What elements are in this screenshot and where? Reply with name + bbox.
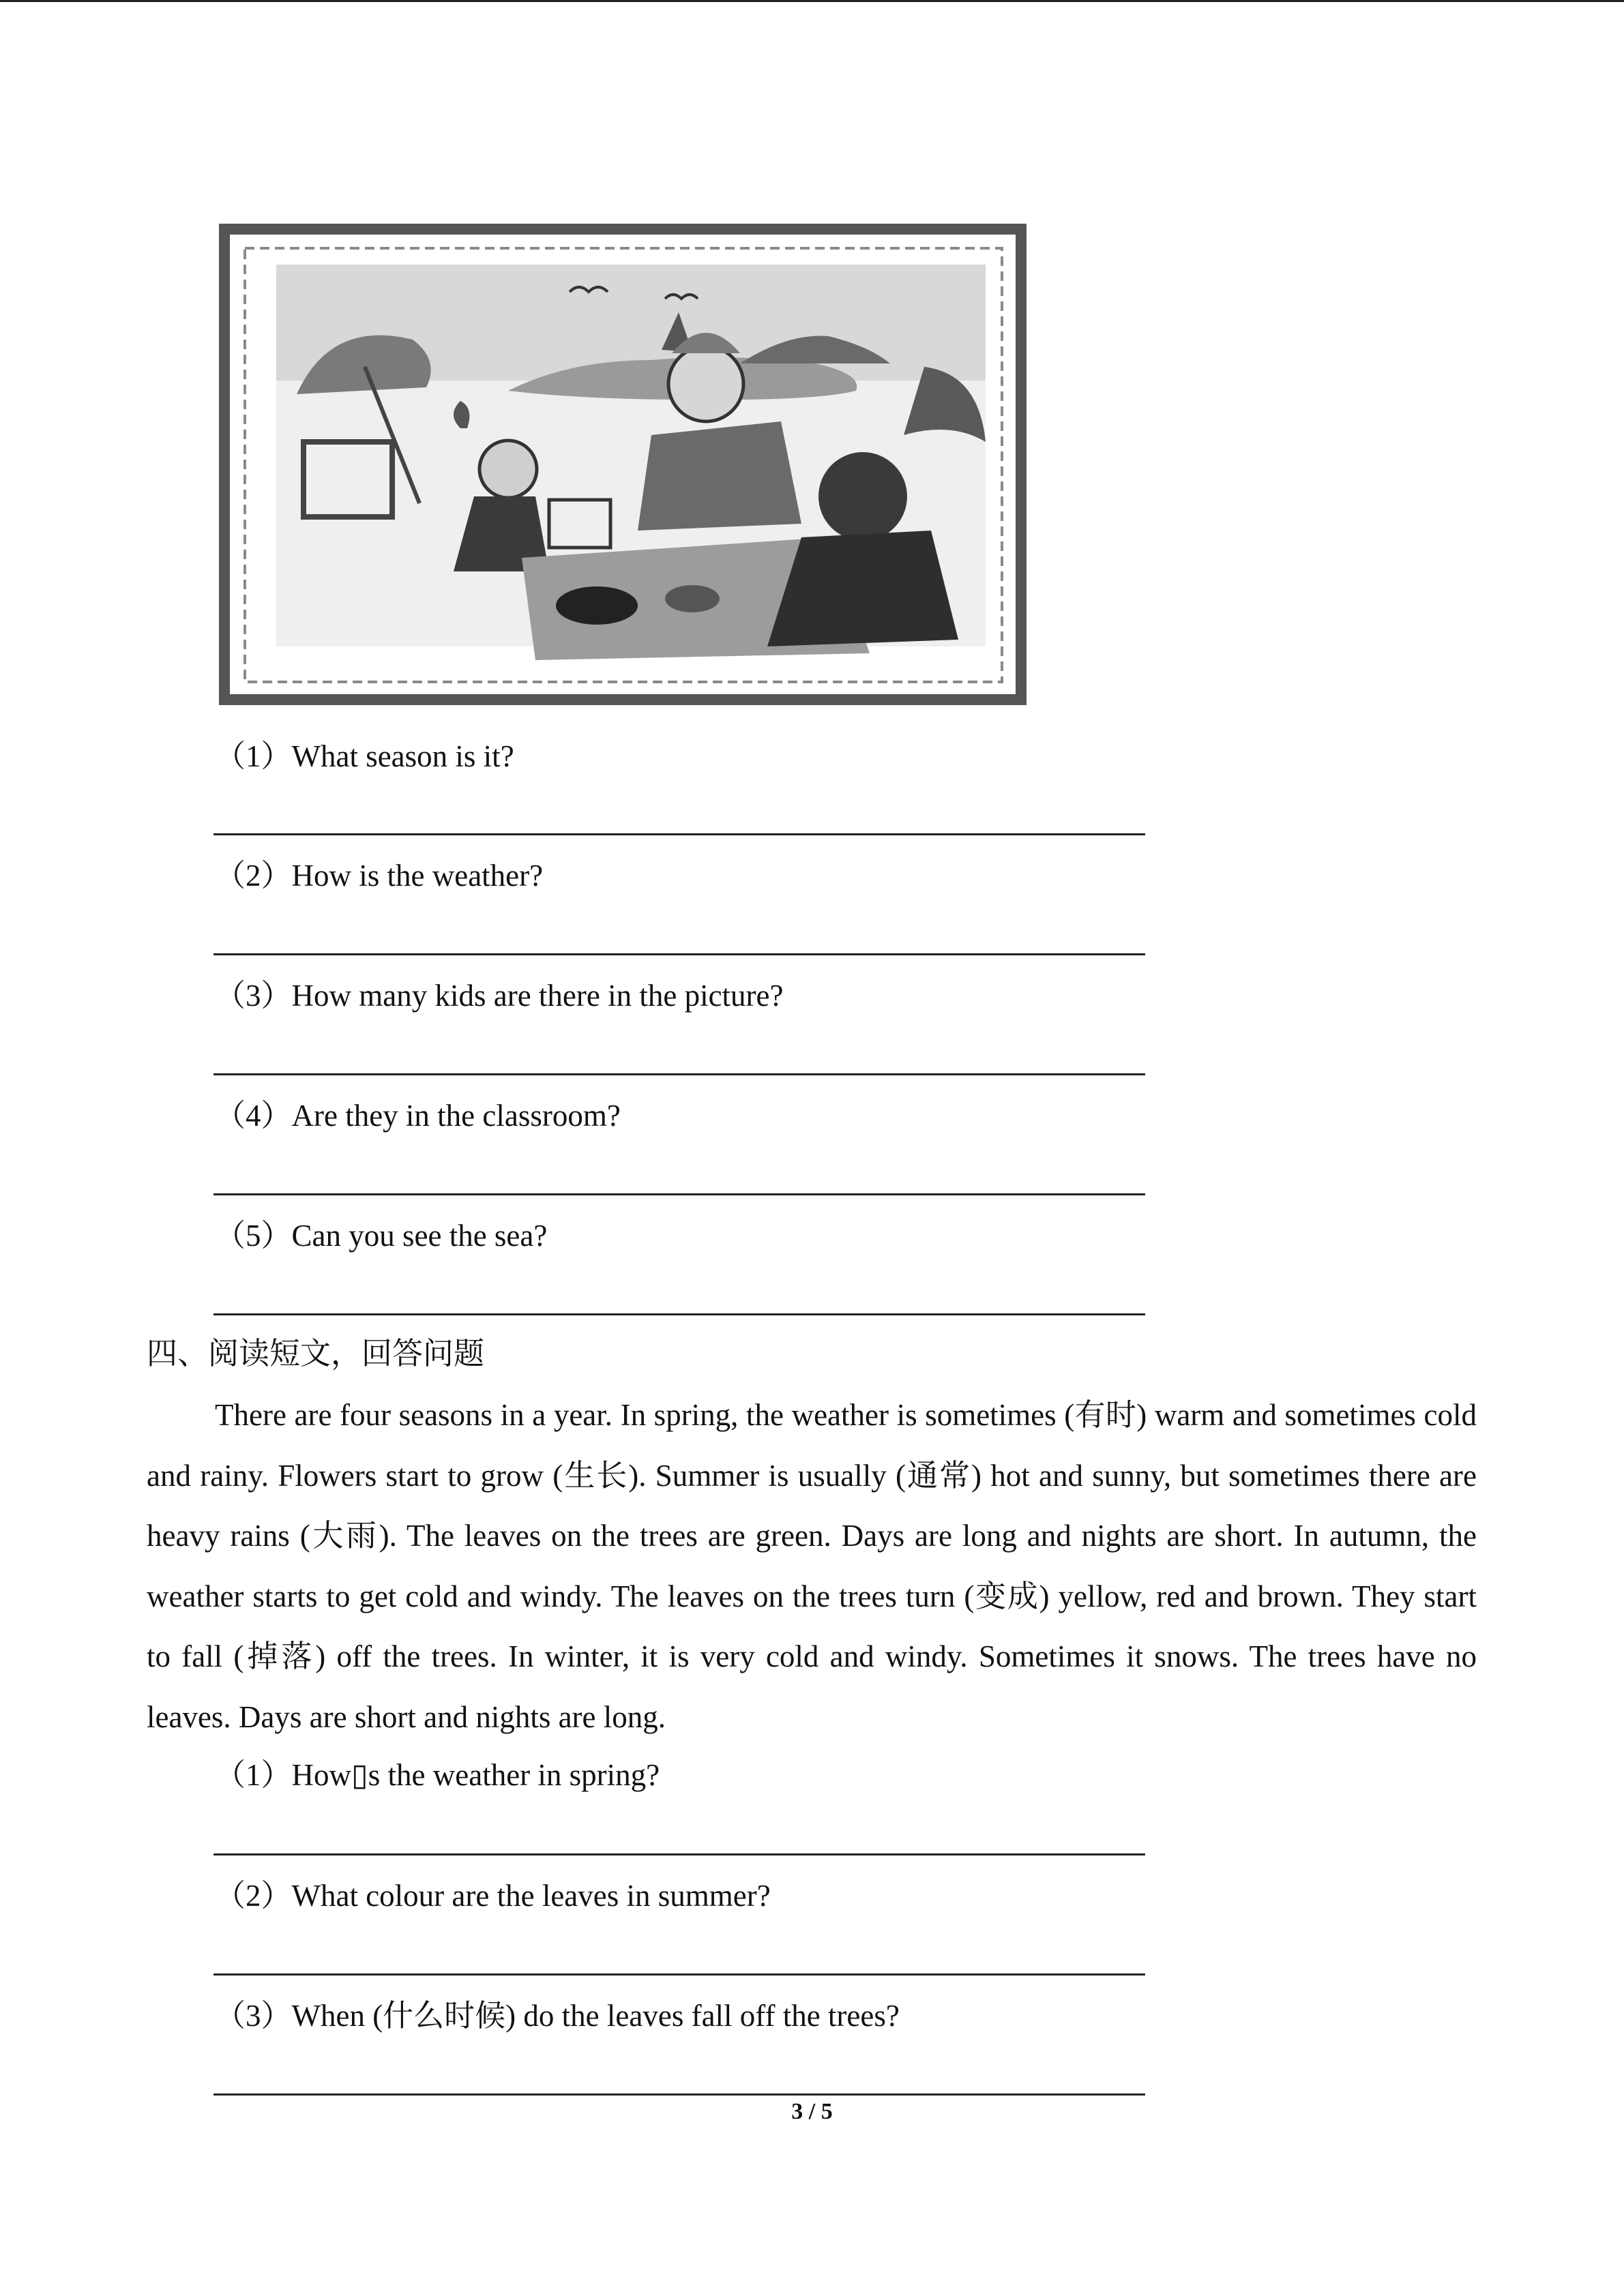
section-heading: 四、阅读短文，回答问题 [147,1337,485,1371]
answer-line-4[interactable] [213,1193,1145,1195]
answer-line-2[interactable] [213,953,1145,955]
top-border [0,0,1624,2]
picture-question-4: （4）Are they in the classroom? [215,1099,621,1133]
reading-question-3: （3）When (什么时候) do the leaves fall off the trees? [215,1999,900,2033]
page-number: 3 / 5 [791,2099,833,2124]
answer-line-6[interactable] [213,1853,1145,1855]
picture-question-1: （1）What season is it? [215,739,514,773]
answer-line-7[interactable] [213,1973,1145,1976]
beach-picnic-illustration [215,217,1033,715]
picture-question-3: （3）How many kids are there in the picture? [215,979,784,1013]
picture-question-2: （2）How is the weather? [215,859,544,893]
reading-question-1: （1）How▯s the weather in spring? [215,1758,660,1792]
answer-line-5[interactable] [213,1313,1145,1315]
answer-line-8[interactable] [213,2093,1145,2096]
reading-passage: There are four seasons in a year. In spring, the weather is sometimes (有时) warm and sometimes cold and rainy. Flowers start to grow (生长). Summer is usually (通常) hot and sunny, but sometimes there are heavy rains (大雨). The leaves on the trees are green. Days are long and nights are short. In autumn, the weather starts to get cold and windy. The leaves on the trees turn (变成) yellow, red and brown. They start to fall (掉落) off the trees. In winter, it is very cold and windy. Sometimes it snows. The trees have no leaves. Days are short and nights are long. [147,1398,1477,1734]
picture-question-5: （5）Can you see the sea? [215,1219,548,1253]
answer-line-1[interactable] [213,833,1145,835]
reading-question-2: （2）What colour are the leaves in summer? [215,1879,771,1913]
answer-line-3[interactable] [213,1073,1145,1075]
